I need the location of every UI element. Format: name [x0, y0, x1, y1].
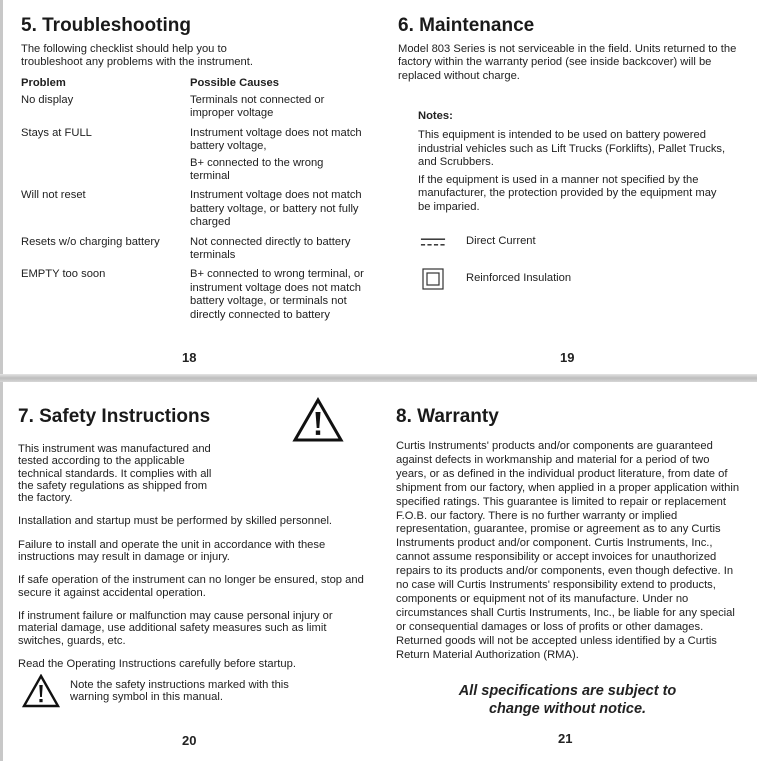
causes-cell	[190, 189, 365, 232]
notes-block	[418, 110, 728, 219]
page-number: 18	[182, 350, 197, 365]
header-problem: Problem	[21, 77, 66, 89]
safety-body	[18, 443, 368, 681]
specifications-notice	[378, 682, 757, 718]
page-title: 7. Safety Instructions	[18, 406, 211, 427]
warning-triangle-icon	[292, 397, 344, 448]
cause-text: Not connected directly to battery terminals	[190, 235, 351, 262]
paragraph: Installation and startup must be performed by skilled personnel.	[18, 515, 333, 528]
causes-cell	[190, 236, 365, 266]
table-row	[21, 189, 366, 232]
page-number: 19	[560, 350, 575, 365]
symbol-label: Direct Current	[466, 235, 536, 247]
page-20-safety-instructions	[0, 382, 378, 761]
page-18-troubleshooting	[0, 0, 378, 374]
table-row	[21, 127, 366, 187]
reinforced-insulation-icon	[420, 268, 446, 290]
page-title: 5. Troubleshooting	[21, 15, 191, 36]
note-text: This equipment is intended to be used on battery powered industrial vehicles such as Lift Trucks (Forklifts), Pallet Trucks, and Scrubbers.	[418, 129, 726, 168]
warranty-body: Curtis Instruments' products and/or components are guaranteed against defects in workmanship and material for a period of two years, or as defined in the individual product literature, from date of shipment from our factory, when applied in a proper application within specified ratings. This guarantee is limited to repair or replacement F.O.B. our factory. There is no further warranty or implied representation, guarantee, promise or agreement as to any Curtis Instruments product and/or component. Curtis Instruments, Inc., cannot assume responsibility or accept invoices for unauthorized repairs to its products and/or components, even though defective. In no case will Curtis Instruments' responsibility extend to products, components or equipment not of its manufacture. Under no circumstances shall Curtis Instruments, Inc., be liable for any special or consequential damages or loss of profits or other damages. Returned goods will not be accepted unless identified by a Curtis Return Material Authorization (RMA).	[396, 440, 740, 661]
page-title: 6. Maintenance	[398, 15, 535, 36]
cause-text: Terminals not connected or improper voltage	[190, 94, 325, 120]
problem-cell: EMPTY too soon	[21, 268, 106, 281]
intro-line: The following checklist should help you to	[21, 43, 227, 55]
page-title: 8. Warranty	[396, 406, 499, 427]
causes-cell	[190, 127, 365, 187]
problem-cell: No display	[21, 94, 74, 106]
problem-cell: Stays at FULL	[21, 126, 92, 139]
paragraph: Failure to install and operate the unit in accordance with these instructions may result in damage or injury.	[18, 538, 326, 564]
problem-cell: Will not reset	[21, 189, 86, 202]
note-text: If the equipment is used in a manner not specified by the manufacturer, the protection provided by the equipment may be imparied.	[418, 174, 717, 213]
cause-text: B+ connected to the wrong terminal	[190, 156, 324, 183]
page-number: 20	[182, 733, 197, 748]
causes-cell	[190, 94, 365, 124]
table-row	[21, 236, 366, 266]
warning-note-text: Note the safety instructions marked with this warning symbol in this manual.	[70, 679, 289, 704]
warning-note	[22, 674, 330, 712]
page-divider	[0, 374, 757, 382]
intro-text	[21, 43, 351, 70]
cause-text: B+ connected to wrong terminal, or instrument voltage does not match battery voltage, or terminals not directly connected to battery	[190, 268, 364, 321]
paragraph: If instrument failure or malfunction may cause personal injury or material damage, use additional safety measures such as limit switches, guards, etc.	[18, 609, 333, 647]
direct-current-icon	[420, 236, 446, 248]
table-header	[21, 76, 366, 90]
troubleshooting-table	[21, 76, 366, 328]
page-21-warranty	[378, 382, 757, 761]
problem-cell: Resets w/o charging battery	[21, 235, 160, 248]
notice-line: change without notice.	[488, 701, 647, 717]
notice-line: All specifications are subject to	[458, 683, 677, 699]
table-row	[21, 268, 366, 325]
symbol-direct-current	[420, 235, 536, 248]
paragraph: This instrument was manufactured and tested according to the applicable technical standards. It complies with all the safety regulations as shipped from the factory.	[18, 443, 212, 505]
cause-text: Instrument voltage does not match battery voltage, or battery not fully charged	[190, 189, 362, 229]
intro-text: Model 803 Series is not serviceable in the field. Units returned to the factory within the warranty period (see inside backcover) will be replaced without charge.	[398, 43, 737, 82]
table-row	[21, 94, 366, 124]
paragraph: If safe operation of the instrument can no longer be ensured, stop and secure it against accidental operation.	[18, 574, 364, 599]
cause-text: Instrument voltage does not match battery voltage,	[190, 126, 362, 153]
symbol-label: Reinforced Insulation	[466, 272, 572, 284]
header-possible-causes: Possible Causes	[190, 77, 279, 89]
warning-triangle-icon	[22, 674, 60, 712]
page-19-maintenance	[378, 0, 757, 374]
page-number: 21	[558, 731, 573, 746]
symbol-reinforced-insulation	[420, 268, 572, 290]
paragraph: Read the Operating Instructions carefully before startup.	[18, 657, 296, 670]
causes-cell	[190, 268, 365, 325]
notes-heading: Notes:	[418, 110, 453, 122]
intro-line: troubleshoot any problems with the instrument.	[21, 56, 253, 69]
